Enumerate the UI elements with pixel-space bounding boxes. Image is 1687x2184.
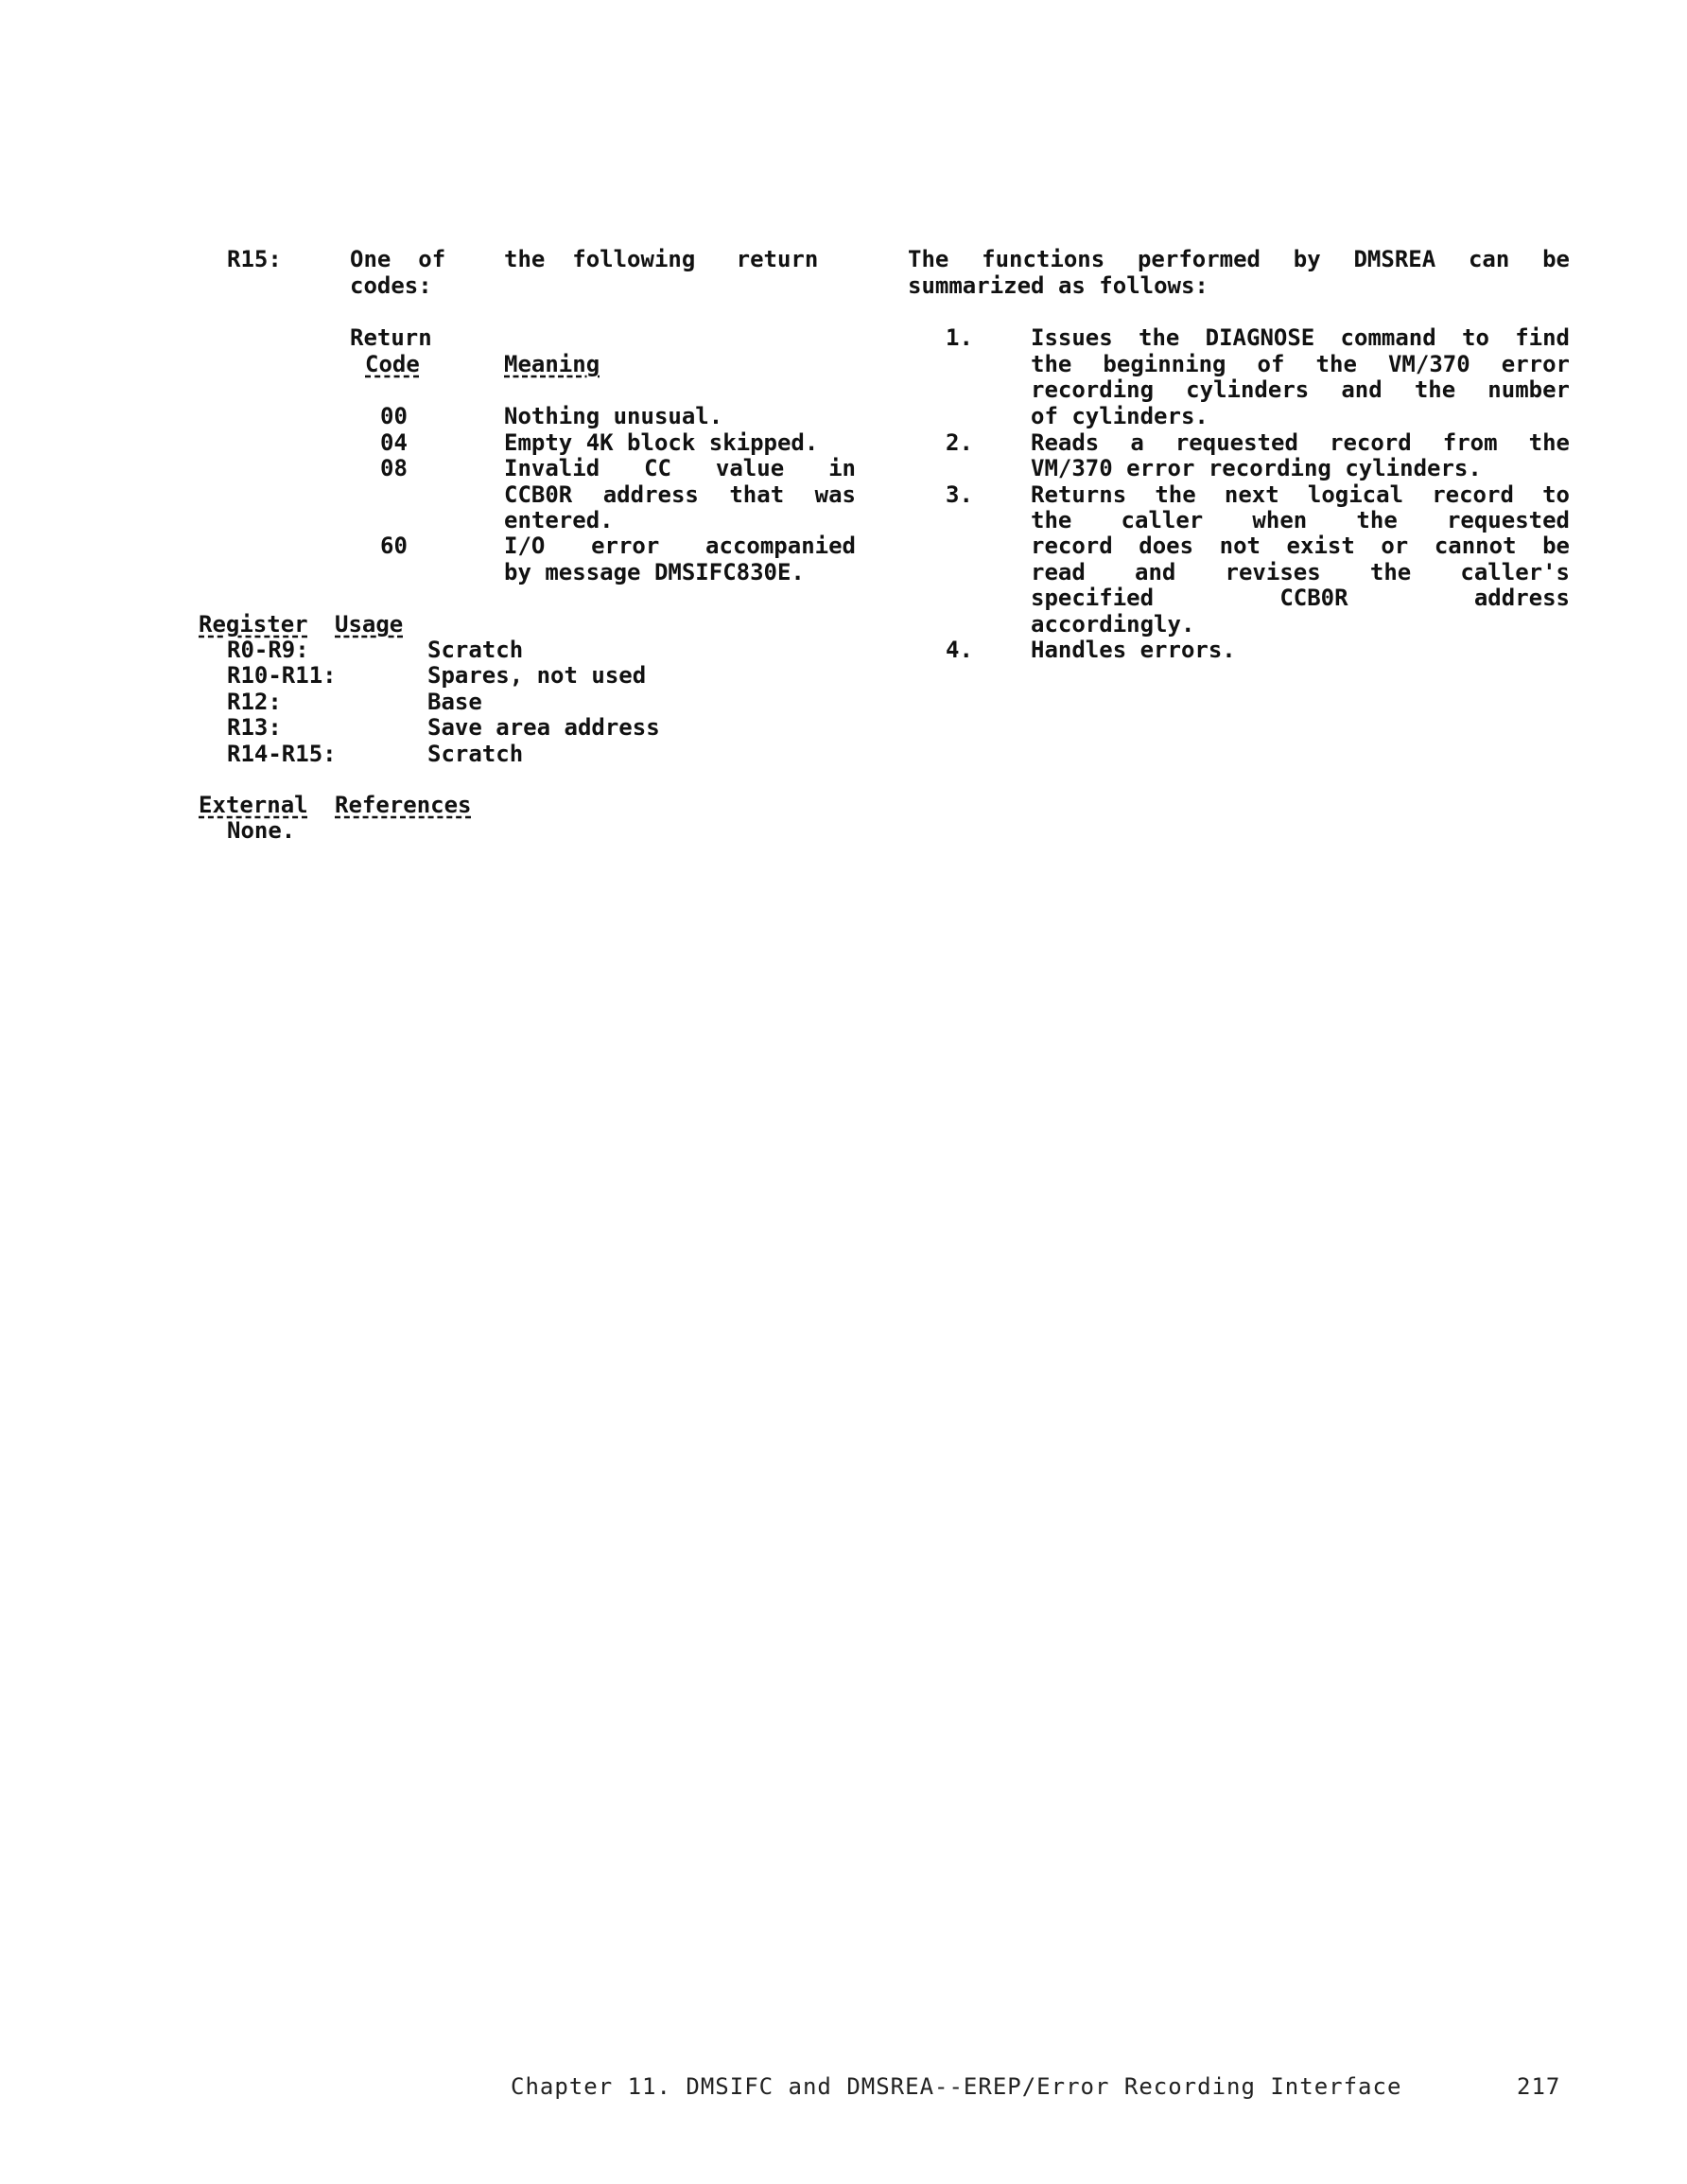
return-code-header-line1: Return xyxy=(350,324,432,351)
return-code-meaning: Invalid CC value in xyxy=(504,455,856,481)
list-item-text: of cylinders. xyxy=(1031,403,1209,429)
list-item-text: Handles errors. xyxy=(1031,637,1236,663)
intro-text-line2: summarized as follows: xyxy=(908,272,1209,299)
r15-text-line1-left: One of xyxy=(350,246,446,272)
return-code: 00 xyxy=(380,403,408,429)
list-item-text: recording cylinders and the number xyxy=(1031,376,1570,403)
external-references-heading-word2: References xyxy=(335,792,472,818)
register-name: R10-R11: xyxy=(227,662,337,689)
list-item-text: Returns the next logical record to xyxy=(1031,481,1570,508)
list-item-number: 1. xyxy=(946,324,973,351)
list-item-text: Issues the DIAGNOSE command to find xyxy=(1031,324,1570,351)
list-item-text: read and revises the caller's xyxy=(1031,559,1570,585)
register-description: Save area address xyxy=(427,714,660,741)
return-code-meaning: entered. xyxy=(504,507,614,533)
register-usage-heading-word1: Register xyxy=(199,611,308,638)
return-code: 60 xyxy=(380,533,408,559)
return-code-meaning: Nothing unusual. xyxy=(504,403,723,429)
return-code-meaning: CCB0R address that was xyxy=(504,481,856,508)
register-name: R14-R15: xyxy=(227,741,337,767)
register-usage-heading-word2: Usage xyxy=(335,611,404,638)
return-code-meaning: by message DMSIFC830E. xyxy=(504,559,805,585)
list-item-text: record does not exist or cannot be xyxy=(1031,533,1570,559)
list-item-text: specified CCB0R address xyxy=(1031,585,1570,611)
r15-label: R15: xyxy=(227,246,282,272)
list-item-text: VM/370 error recording cylinders. xyxy=(1031,455,1482,481)
external-references-value: None. xyxy=(227,817,296,844)
list-item-text: the caller when the requested xyxy=(1031,507,1570,533)
return-code-meaning: Empty 4K block skipped. xyxy=(504,429,819,456)
meaning-column-header: Meaning xyxy=(504,351,600,377)
register-name: R13: xyxy=(227,714,282,741)
register-description: Spares, not used xyxy=(427,662,647,689)
r15-text-line2: codes: xyxy=(350,272,432,299)
list-item-number: 2. xyxy=(946,429,973,456)
register-name: R0-R9: xyxy=(227,637,309,663)
return-code: 04 xyxy=(380,429,408,456)
external-references-heading-word1: External xyxy=(199,792,308,818)
code-column-header: Code xyxy=(365,351,420,377)
list-item-text: the beginning of the VM/370 error xyxy=(1031,351,1570,377)
register-description: Scratch xyxy=(427,741,524,767)
footer-chapter-title: Chapter 11. DMSIFC and DMSREA--EREP/Error Recording Interface xyxy=(511,2073,1402,2100)
r15-text-line1-right: the following return xyxy=(504,246,819,272)
register-name: R12: xyxy=(227,689,282,715)
intro-text-line1: The functions performed by DMSREA can be xyxy=(908,246,1570,272)
list-item-text: Reads a requested record from the xyxy=(1031,429,1570,456)
list-item-number: 3. xyxy=(946,481,973,508)
return-code-meaning: I/O error accompanied xyxy=(504,533,856,559)
page-number: 217 xyxy=(1517,2073,1561,2100)
list-item-number: 4. xyxy=(946,637,973,663)
return-code: 08 xyxy=(380,455,408,481)
register-description: Scratch xyxy=(427,637,524,663)
register-description: Base xyxy=(427,689,482,715)
list-item-text: accordingly. xyxy=(1031,611,1195,638)
